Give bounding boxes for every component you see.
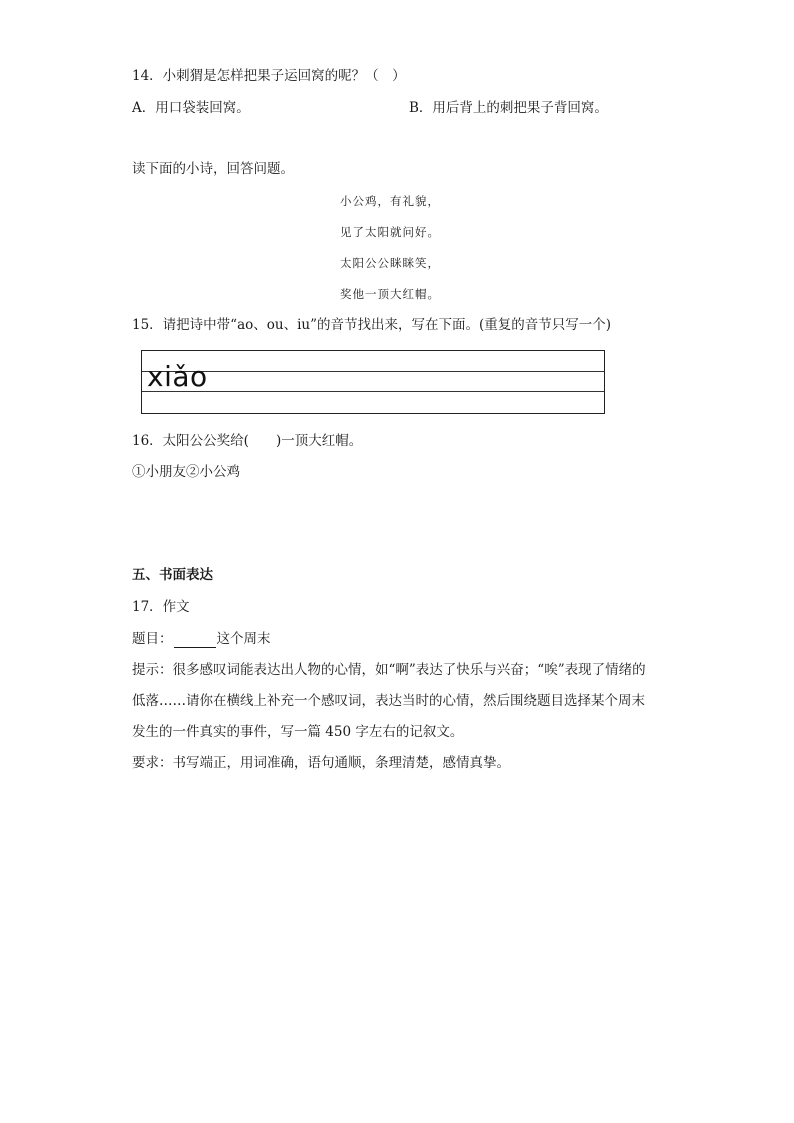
q16-options: ①小朋友②小公鸡 xyxy=(132,464,240,480)
poem-instruction: 读下面的小诗，回答问题。 xyxy=(132,161,294,177)
pinyin-writing-grid[interactable] xyxy=(141,350,605,414)
hint-line-1: 提示：很多感叹词能表达出人物的心情，如“啊”表达了快乐与兴奋；“唉”表现了情绪的 xyxy=(132,662,646,678)
section5-heading: 五、书面表达 xyxy=(132,567,213,583)
q14-option-b: B．用后背上的刺把果子背回窝。 xyxy=(409,100,608,116)
essay-title-prefix: 题目： xyxy=(132,631,173,647)
essay-title-suffix: 这个周末 xyxy=(216,631,271,647)
poem-line: 小公鸡，有礼貌， xyxy=(340,194,440,208)
grid-rule xyxy=(142,391,604,392)
hint-line-3: 发生的一件真实的事件，写一篇 450 字左右的记叙文。 xyxy=(132,724,464,740)
poem-line: 奖他一顶大红帽。 xyxy=(340,287,440,301)
poem-line: 见了太阳就问好。 xyxy=(340,225,440,239)
requirements: 要求：书写端正，用词准确，语句通顺，条理清楚，感情真挚。 xyxy=(132,755,510,771)
poem-line: 太阳公公眯眯笑， xyxy=(340,256,440,270)
hint-line-2: 低落……请你在横线上补充一个感叹词，表达当时的心情，然后围绕题目选择某个周末 xyxy=(132,693,645,709)
essay-title xyxy=(132,630,271,648)
grid-rule xyxy=(142,371,604,372)
pinyin-example: xiǎo xyxy=(147,360,208,393)
q16-question: 16．太阳公公奖给( )一顶大红帽。 xyxy=(132,433,363,449)
q14-option-a: A．用口袋装回窝。 xyxy=(132,100,250,116)
q14-question: 14．小刺猬是怎样把果子运回窝的呢？（ ） xyxy=(132,68,406,84)
q15-question: 15．请把诗中带“ao、ou、iu”的音节找出来，写在下面。(重复的音节只写一个) xyxy=(132,317,612,333)
q17-label: 17．作文 xyxy=(132,599,190,615)
essay-title-blank[interactable] xyxy=(174,633,216,648)
